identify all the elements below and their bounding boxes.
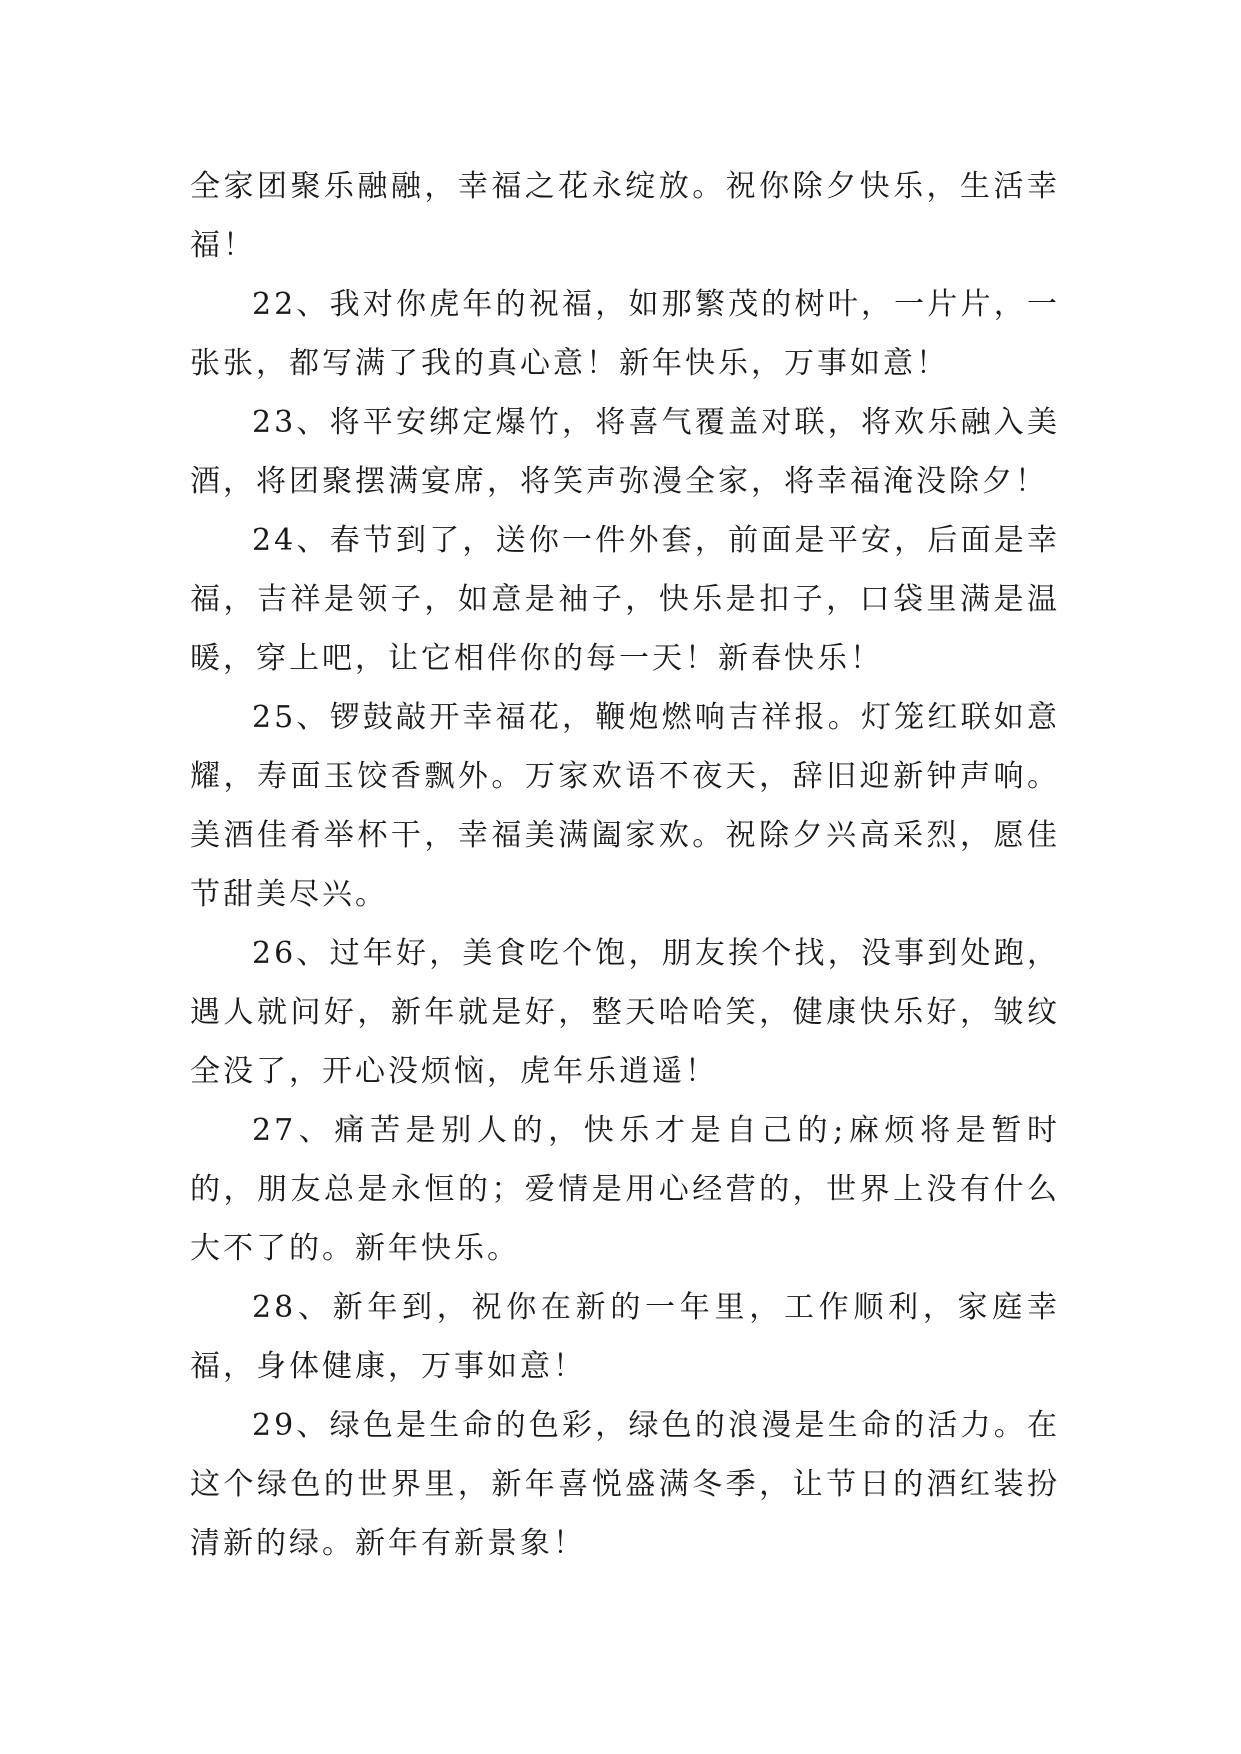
paragraph-28: 28、新年到，祝你在新的一年里，工作顺利，家庭幸福，身体健康，万事如意！: [190, 1290, 1060, 1384]
paragraph-22: 22、我对你虎年的祝福，如那繁茂的树叶，一片片，一张张，都写满了我的真心意！新年快乐，万事如意！: [190, 287, 1060, 381]
document-page: [190, 157, 1060, 1573]
paragraph-26: 26、过年好，美食吃个饱，朋友挨个找，没事到处跑，遇人就问好，新年就是好，整天哈哈笑，健康快乐好，皱纹全没了，开心没烦恼，虎年乐逍遥！: [190, 936, 1060, 1089]
paragraph-23: 23、将平安绑定爆竹，将喜气覆盖对联，将欢乐融入美酒，将团聚摆满宴席，将笑声弥漫全家，将幸福淹没除夕！: [190, 405, 1060, 499]
paragraph-continued: 全家团聚乐融融，幸福之花永绽放。祝你除夕快乐，生活幸福！: [190, 169, 1060, 263]
paragraph-27: 27、痛苦是别人的，快乐才是自己的;麻烦将是暂时的，朋友总是永恒的；爱情是用心经营的，世界上没有什么大不了的。新年快乐。: [190, 1113, 1060, 1266]
paragraph-25: 25、锣鼓敲开幸福花，鞭炮燃响吉祥报。灯笼红联如意耀，寿面玉饺香飘外。万家欢语不夜天，辞旧迎新钟声响。美酒佳肴举杯干，幸福美满阖家欢。祝除夕兴高采烈，愿佳节甜美尽兴。: [190, 700, 1060, 912]
paragraph-24: 24、春节到了，送你一件外套，前面是平安，后面是幸福，吉祥是领子，如意是袖子，快乐是扣子，口袋里满是温暖，穿上吧，让它相伴你的每一天！新春快乐！: [190, 523, 1060, 676]
paragraph-29: 29、绿色是生命的色彩，绿色的浪漫是生命的活力。在这个绿色的世界里，新年喜悦盛满冬季，让节日的酒红装扮清新的绿。新年有新景象！: [190, 1408, 1060, 1561]
